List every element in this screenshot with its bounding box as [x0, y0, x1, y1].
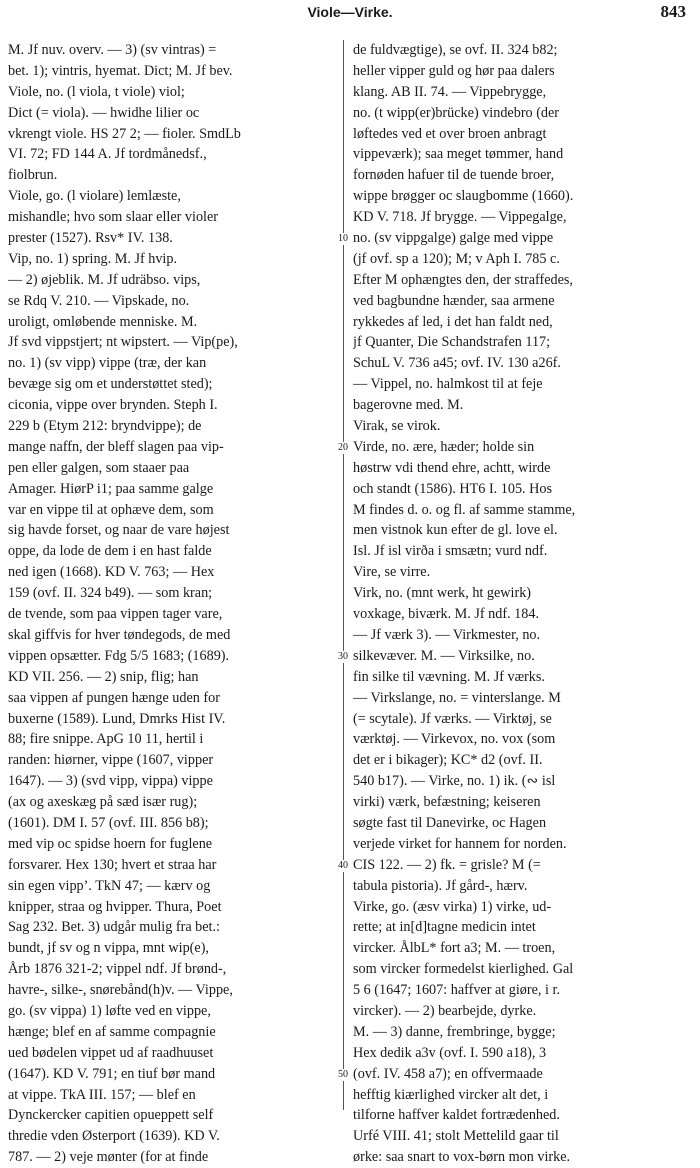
text-line: wippe brøgger oc slaugbomme (1660). — [353, 188, 574, 205]
text-line: M. — 3) danne, frembringe, bygge; — [353, 1023, 556, 1040]
text-line: (1647). KD V. 791; en tiuf bør mand — [8, 1065, 216, 1082]
text-line: bundt, jf sv og n vippa, mnt wip(e), — [8, 940, 209, 957]
text-line: Hex dedik a3v (ovf. I. 590 a18), 3 — [353, 1044, 547, 1061]
text-line: bet. 1); vintris, hyemat. Dict; M. Jf bev. — [8, 62, 233, 79]
text-line: 5 6 (1647; 1607: haffver at giøre, i r. — [353, 982, 560, 999]
text-line: ørke: saa snart to vox-børn mon virke. — [353, 1149, 571, 1166]
line-marker: 10 — [334, 233, 352, 245]
text-line: Efter M ophængtes den, der straffedes, — [353, 271, 573, 288]
text-line: — 2) øjeblik. M. Jf udräbso. vips, — [8, 271, 201, 288]
text-line: 540 b17). — Virke, no. 1) ik. (∾ isl — [353, 773, 556, 790]
text-line: Sag 232. Bet. 3) udgår mulig fra bet.: — [8, 919, 220, 936]
text-line: de fuldvægtige), se ovf. II. 324 b82; — [353, 42, 558, 58]
text-line: uroligt, omløbende menniske. M. — [8, 313, 198, 330]
page-number: 843 — [660, 2, 686, 21]
line-marker: 30 — [334, 651, 352, 663]
running-head: Viole—Virke. — [307, 4, 393, 20]
text-line: mange naffn, der bleff slagen paa vip- — [8, 438, 224, 455]
text-line: værktøj. — Virkevox, no. vox (som — [353, 731, 556, 748]
text-line: (1601). DM I. 57 (ovf. III. 856 b8); — [8, 814, 209, 831]
text-line: ciconia, vippe over brynden. Steph I. — [8, 397, 218, 414]
text-line: som vircker formedelst kierlighed. Gal — [353, 961, 574, 978]
text-line: fornøden hafuer til de tuende broer, — [353, 167, 555, 184]
text-line: hænge; blef en af samme compagnie — [8, 1023, 216, 1040]
text-line: Viole, go. (l violare) lemlæste, — [8, 188, 181, 205]
text-line: vippeværk); saa meget tømmer, hand — [353, 146, 564, 163]
text-line: (ovf. IV. 458 a7); en offvermaade — [353, 1065, 543, 1082]
text-line: voxkage, biværk. M. Jf ndf. 184. — [353, 606, 539, 623]
text-line: KD V. 718. Jf brygge. — Vippegalge, — [353, 209, 567, 226]
text-line: skal giffvis for hver tøndegods, de med — [8, 626, 231, 643]
text-line: Jf svd vippstjert; nt wipstert. — Vip(pe), — [8, 334, 238, 351]
text-line: jf Quanter, Die Schandstrafen 117; — [353, 334, 551, 351]
text-line: fin silke til vævning. M. Jf værks. — [353, 668, 545, 685]
text-line: verjede virket for hannem for norden. — [353, 835, 567, 852]
text-line: med vip oc spidse hoern for fuglene — [8, 835, 213, 852]
text-line: Vire, se virre. — [353, 564, 431, 581]
text-line: at vippe. TkA III. 157; — blef en — [8, 1086, 196, 1103]
text-line: (jf ovf. sp a 120); M; v Aph I. 785 c. — [353, 250, 560, 267]
text-line: go. (sv vippa) 1) løfte ved en vippe, — [8, 1002, 211, 1019]
text-line: virki) værk, befæstning; keiseren — [353, 794, 541, 811]
text-line: Vip, no. 1) spring. M. Jf hvip. — [8, 250, 178, 267]
text-line: SchuL V. 736 a45; ovf. IV. 130 a26f. — [353, 355, 561, 372]
text-line: de tvende, som paa vippen tager vare, — [8, 606, 223, 623]
text-line: no. (t wipp(er)brücke) vindebro (der — [353, 104, 560, 121]
text-line: knipper, straa og hvipper. Thura, Poet — [8, 898, 222, 915]
text-line: rykkedes af led, i det han faldt ned, — [353, 313, 553, 330]
text-line: no. 1) (sv vipp) vippe (træ, der kan — [8, 355, 207, 372]
text-line: thredie vden Østerport (1639). KD V. — [8, 1128, 220, 1145]
text-line: mishandle; hvo som slaar eller violer — [8, 209, 218, 226]
text-line: saa vippen af pungen hænge uden for — [8, 689, 220, 706]
text-line: och standt (1586). HT6 I. 105. Hos — [353, 480, 552, 497]
text-line: løftedes ved et over broen anbragt — [353, 125, 547, 142]
text-line: Dict (= viola). — hwidhe lilier oc — [8, 104, 200, 121]
line-marker: 50 — [334, 1069, 352, 1081]
text-line: VI. 72; FD 144 A. Jf tordmånedsf., — [8, 146, 207, 163]
text-line: pen eller galgen, som staaer paa — [8, 459, 190, 476]
text-line: Viole, no. (l viola, t viole) viol; — [8, 83, 185, 100]
text-line: 159 (ovf. II. 324 b49). — som kran; — [8, 585, 213, 602]
page-header — [0, 0, 700, 30]
text-line: oppe, da lode de dem i en hast falde — [8, 543, 212, 560]
text-line: ued bødelen vippet ud af raadhuuset — [8, 1044, 214, 1061]
text-line: Amager. HiørP i1; paa samme galge — [8, 480, 214, 497]
text-line: se Rdq V. 210. — Vipskade, no. — [8, 292, 190, 309]
text-line: høstrw vdi thend ehre, achtt, wirde — [353, 459, 551, 476]
text-line: Urfé VIII. 41; stolt Mettelild gaar til — [353, 1128, 559, 1145]
text-line: vippen opsætter. Fdg 5/5 1683; (1689). — [8, 647, 230, 664]
text-line: bevæge sig om et understøttet sted); — [8, 376, 213, 393]
left-column — [8, 40, 336, 1168]
text-line: (ax og axeskæg på sæd især rug); — [8, 794, 198, 811]
text-line: ved bagbundne hænder, saa armene — [353, 292, 555, 309]
text-line: tabula pistoria). Jf gård-, hærv. — [353, 877, 528, 894]
text-line: M. Jf nuv. overv. — 3) (sv vintras) = — [8, 42, 217, 58]
text-line: 229 b (Etym 212: bryndvippe); de — [8, 418, 202, 435]
text-line: Dynckercker capitien opueppett self — [8, 1107, 214, 1124]
text-line: 88; fire snippe. ApG 10 11, hertil i — [8, 731, 204, 748]
text-line: rette; at in[d]tagne medicin intet — [353, 919, 536, 936]
text-line: KD VII. 256. — 2) snip, flig; han — [8, 668, 199, 685]
text-line: Årb 1876 321-2; vippel ndf. Jf brønd-, — [8, 961, 227, 978]
line-marker: 20 — [334, 442, 352, 454]
text-line: buxerne (1589). Lund, Dmrks Hist IV. — [8, 710, 226, 727]
text-line: sin egen vipp’. TkN 47; — kærv og — [8, 877, 211, 894]
text-line: Virk, no. (mnt werk, ht gewirk) — [353, 585, 532, 602]
text-line: havre-, silke-, snørebånd(h)v. — Vippe, — [8, 982, 233, 999]
text-line: klang. AB II. 74. — Vippebrygge, — [353, 83, 547, 100]
text-line: prester (1527). Rsv* IV. 138. — [8, 230, 173, 247]
text-line: var en vippe til at ophæve dem, som — [8, 501, 214, 518]
text-line: søgte fast til Danevirke, oc Hagen — [353, 814, 547, 831]
text-line: (= scytale). Jf værks. — Virktøj, se — [353, 710, 552, 727]
text-line: heller vipper guld og hør paa dalers — [353, 62, 555, 79]
text-line: randen: hiørner, vippe (1607, vipper — [8, 752, 214, 769]
text-line: hefftig kiærlighed vircker alt det, i — [353, 1086, 549, 1103]
text-line: Virak, se virok. — [353, 418, 441, 435]
text-line: det er i bikager); KC* d2 (ovf. II. — [353, 752, 543, 769]
text-line: ned igen (1668). KD V. 763; — Hex — [8, 564, 215, 581]
text-line: — Virkslange, no. = vinterslange. M — [353, 689, 561, 706]
text-line: Virke, go. (æsv virka) 1) virke, ud- — [353, 898, 552, 915]
text-line: fiolbrun. — [8, 167, 58, 184]
line-number-markers — [334, 40, 352, 1110]
line-marker: 40 — [334, 860, 352, 872]
text-line: silkevæver. M. — Virksilke, no. — [353, 647, 535, 664]
text-line: Virde, no. ære, hæder; holde sin — [353, 438, 535, 455]
text-line: vkrengt viole. HS 27 2; — fioler. SmdLb — [8, 125, 241, 142]
text-line: Isl. Jf isl virða i smsætn; vurd ndf. — [353, 543, 548, 560]
text-line: tilforne haffver kaldet fortrædenhed. — [353, 1107, 560, 1124]
text-line: M findes d. o. og fl. af samme stamme, — [353, 501, 576, 518]
text-line: CIS 122. — 2) fk. = grisle? M (= — [353, 856, 541, 873]
text-line: 787. — 2) veje mønter (for at finde — [8, 1149, 209, 1166]
text-line: vircker. ÅlbL* fort a3; M. — troen, — [353, 940, 556, 957]
text-line: — Vippel, no. halmkost til at feje — [353, 376, 543, 393]
text-line: bagerovne med. M. — [353, 397, 464, 414]
right-column — [353, 40, 688, 1168]
text-line: no. (sv vippgalge) galge med vippe — [353, 230, 554, 247]
text-line: forsvarer. Hex 130; hvert et straa har — [8, 856, 217, 873]
text-line: 1647). — 3) (svd vipp, vippa) vippe — [8, 773, 213, 790]
text-line: men vistnok kun efter de gl. love el. — [353, 522, 558, 539]
text-line: vircker). — 2) bearbejde, dyrke. — [353, 1002, 537, 1019]
text-line: — Jf værk 3). — Virkmester, no. — [353, 626, 541, 643]
text-line: sig havde forset, og naar de vare højest — [8, 522, 230, 539]
